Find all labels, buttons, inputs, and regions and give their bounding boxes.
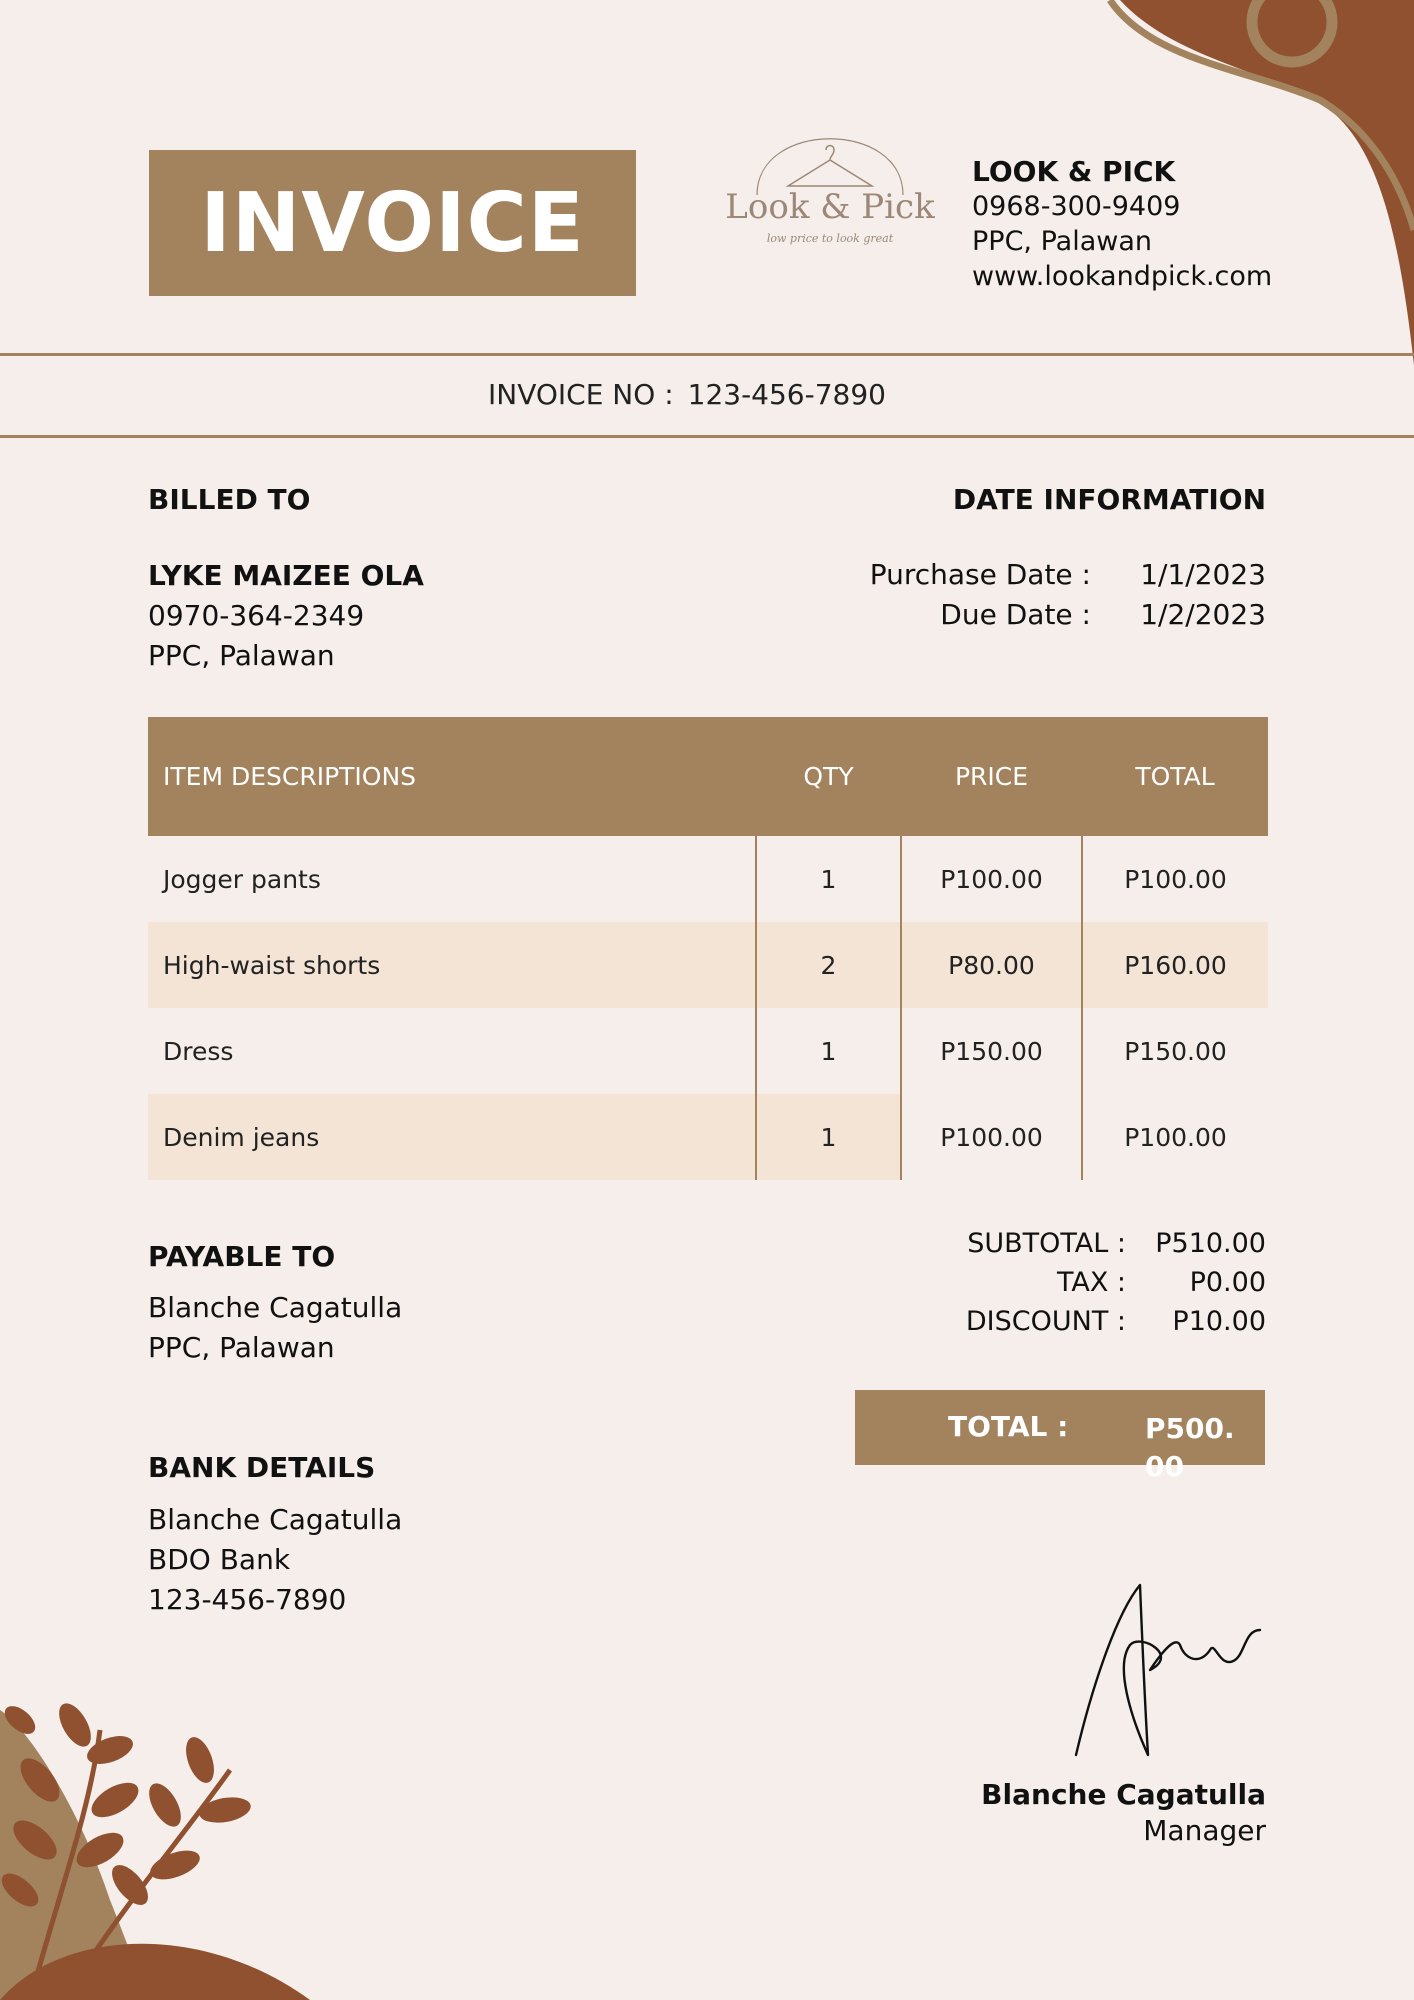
item-price: P150.00 — [901, 1008, 1082, 1094]
logo — [725, 130, 935, 270]
bank-name: BDO Bank — [148, 1543, 291, 1576]
item-total: P100.00 — [1082, 836, 1268, 922]
bank-details-block — [148, 1500, 402, 1620]
due-date-value: 1/2/2023 — [1140, 598, 1266, 631]
purchase-date-value: 1/1/2023 — [1140, 558, 1266, 591]
table-row — [148, 1094, 1268, 1180]
invoice-title: INVOICE — [200, 175, 585, 271]
item-description: High-waist shorts — [148, 922, 756, 1008]
table-header-row — [148, 717, 1268, 836]
discount-value: P10.00 — [1172, 1306, 1266, 1337]
grand-total-label: TOTAL : — [948, 1410, 1069, 1443]
header-price: PRICE — [901, 717, 1082, 836]
logo-text: Look & Pick — [725, 187, 935, 227]
item-description: Jogger pants — [163, 864, 321, 894]
invoice-number — [0, 378, 1374, 411]
item-total: P100.00 — [1082, 1094, 1268, 1180]
invoice-number-label: INVOICE NO : — [488, 378, 674, 411]
company-phone: 0968-300-9409 — [972, 191, 1181, 222]
customer-address: PPC, Palawan — [148, 639, 335, 672]
purchase-date-label: Purchase Date : — [869, 558, 1091, 591]
item-price: P100.00 — [901, 1094, 1082, 1180]
signer-role: Manager — [1143, 1814, 1266, 1847]
tax-value: P0.00 — [1189, 1267, 1266, 1298]
date-info-heading: DATE INFORMATION — [952, 483, 1266, 516]
invoice-title-box — [149, 150, 636, 296]
company-info — [972, 154, 1272, 294]
payee-name: Blanche Cagatulla — [148, 1291, 403, 1324]
company-website: www.lookandpick.com — [972, 261, 1273, 292]
items-table — [148, 717, 1268, 1180]
item-description: Dress — [163, 1036, 234, 1066]
date-block — [870, 555, 1266, 635]
subtotal-value: P510.00 — [1155, 1228, 1266, 1259]
item-price: P80.00 — [901, 922, 1082, 1008]
company-name: LOOK & PICK — [972, 155, 1176, 188]
payable-to-heading: PAYABLE TO — [148, 1240, 336, 1273]
grand-total-box — [855, 1390, 1265, 1483]
leaves-decoration — [0, 1690, 320, 2000]
item-qty: 2 — [756, 922, 901, 1008]
item-total: P160.00 — [1082, 922, 1268, 1008]
payable-to-block — [148, 1288, 402, 1368]
item-price: P100.00 — [901, 836, 1082, 922]
table-row — [148, 922, 1268, 1008]
company-address: PPC, Palawan — [972, 226, 1152, 257]
item-qty: 1 — [756, 1008, 901, 1094]
bank-details-heading: BANK DETAILS — [148, 1451, 376, 1484]
grand-total-value: P500.00 — [1145, 1412, 1235, 1483]
signer-block — [981, 1777, 1266, 1849]
item-qty: 1 — [756, 836, 901, 922]
signer-name: Blanche Cagatulla — [981, 1778, 1266, 1811]
tax-label: TAX : — [1056, 1267, 1126, 1298]
billed-to-heading: BILLED TO — [148, 483, 311, 516]
payee-address: PPC, Palawan — [148, 1331, 335, 1364]
divider-bottom — [0, 435, 1414, 438]
due-date-label: Due Date : — [940, 598, 1091, 631]
billed-to-block — [148, 556, 424, 676]
table-row — [148, 1008, 1268, 1094]
divider-top — [0, 353, 1414, 356]
customer-phone: 0970-364-2349 — [148, 599, 365, 632]
logo-tagline: low price to look great — [766, 232, 894, 245]
header-qty: QTY — [756, 717, 901, 836]
customer-name: LYKE MAIZEE OLA — [148, 559, 424, 592]
subtotal-label: SUBTOTAL : — [967, 1228, 1126, 1259]
bank-account-number: 123-456-7890 — [148, 1583, 347, 1616]
invoice-number-value: 123-456-7890 — [687, 378, 886, 411]
item-qty: 1 — [756, 1094, 901, 1180]
item-total: P150.00 — [1082, 1008, 1268, 1094]
header-total: TOTAL — [1082, 717, 1268, 836]
header-item-descriptions: ITEM DESCRIPTIONS — [148, 717, 756, 836]
item-description: Denim jeans — [148, 1094, 756, 1180]
signature — [1060, 1575, 1270, 1770]
bank-account-name: Blanche Cagatulla — [148, 1503, 403, 1536]
totals-block — [966, 1224, 1266, 1341]
table-row — [148, 836, 1268, 922]
discount-label: DISCOUNT : — [965, 1306, 1126, 1337]
